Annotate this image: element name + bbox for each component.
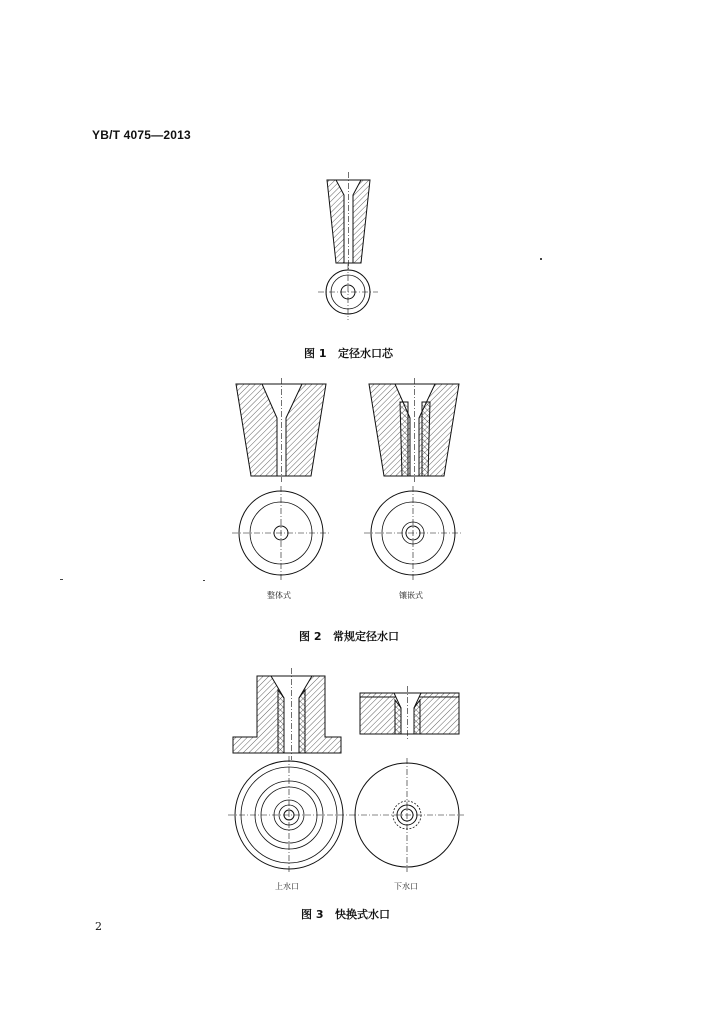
figure-3-upper-nozzle-top-view [228, 756, 350, 874]
figure-2-label-inlaid: 镶嵌式 [399, 591, 423, 600]
standard-number-header: YB/T 4075—2013 [92, 128, 191, 142]
scan-speck [203, 580, 205, 581]
figure-3-lower-nozzle-section [360, 686, 459, 740]
figure-2-label-integral: 整体式 [267, 591, 291, 600]
figure-2-integral-section [236, 378, 326, 482]
scan-speck [60, 579, 63, 580]
figure-3-upper-nozzle-section [233, 668, 341, 760]
figure-2-caption: 图 2 常规定径水口 [299, 630, 399, 643]
figure-1-top-view [318, 264, 378, 320]
scan-speck [540, 258, 542, 260]
figure-3-label-upper: 上水口 [275, 882, 299, 891]
figure-3-lower-nozzle-top-view [350, 758, 464, 872]
figure-1-caption: 图 1 定径水口芯 [304, 347, 393, 360]
figure-2-inlaid-top-view [364, 486, 462, 582]
figure-1-section-view [327, 172, 370, 270]
figure-2-integral-top-view [232, 486, 330, 582]
figure-3-caption: 图 3 快换式水口 [301, 908, 390, 921]
figure-2-inlaid-section [369, 378, 459, 482]
page-number: 2 [95, 920, 102, 933]
figure-3-label-lower: 下水口 [394, 882, 418, 891]
